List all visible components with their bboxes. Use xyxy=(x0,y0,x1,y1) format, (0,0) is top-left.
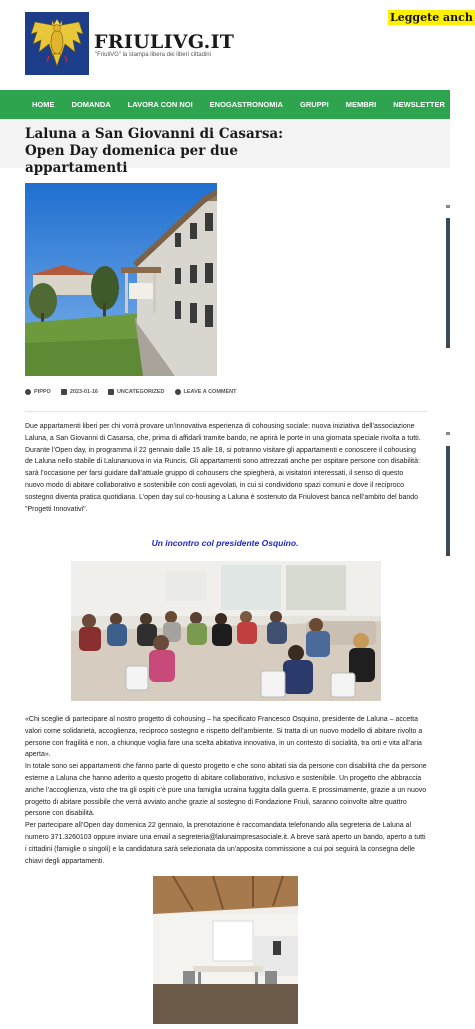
divider xyxy=(25,411,427,412)
eagle-crest-icon xyxy=(25,12,89,75)
article-paragraph-1: Due appartamenti liberi per chi vorrà provare un’innovativa esperienza di cohousing sociale: nuova iniziativa dell’associazione Laluna, a San Giovanni di Casarsa, che, prima di affidarli tramite bando, ne aprirà le porte in una giornata speciale rivolta a tutti. Durante l’Open day, in programma il 22 gennaio dalle 15 alle 18, si potranno visitare gli appartamenti e conoscere il cohousing de Laluna nello stabile di Lalunanuova in via Runcis. Gli appartamenti sono attrezzati anche per ospitare persone con disabilità: sarà l’occasione per farsi guidare dall’attuale gruppo di cohousers che spiegherà, ai visitatori interessati, il senso di questo nuovo modo di abitare collaborativo e sostenibile con costi agevolati, in cui si condividono spazi comuni e dove il reciproco sostegno diventa pratica quotidiana. L’open day sul co-housing a Laluna è sostenuto da Friulovest banca nell’ambito del bando "Progetti Innovativi". xyxy=(25,423,421,513)
post-meta xyxy=(25,389,237,395)
featured-image[interactable] xyxy=(25,183,217,376)
nav-item-home[interactable]: HOME xyxy=(32,100,55,109)
page-title: Laluna a San Giovanni di Casarsa: Open Day domenica per due appartamenti xyxy=(25,126,284,176)
main-nav xyxy=(0,90,468,119)
article-body-continued xyxy=(25,714,427,867)
nav-item-lavora-con-noi[interactable]: LAVORA CON NOI xyxy=(127,100,193,109)
leave-comment-link: LEAVE A COMMENT xyxy=(183,389,237,395)
sidebar-widget-image[interactable] xyxy=(446,218,450,348)
comment-meta[interactable] xyxy=(175,389,237,395)
top-banner[interactable]: Leggete anch xyxy=(390,11,473,24)
date-meta[interactable] xyxy=(61,389,98,395)
sidebar-marker xyxy=(446,205,450,208)
sidebar-widget-image[interactable] xyxy=(446,446,450,556)
sidebar-marker xyxy=(446,432,450,435)
nav-item-membri[interactable]: MEMBRI xyxy=(345,100,377,109)
meeting-photo[interactable] xyxy=(71,561,381,701)
article-paragraph-3: In totale sono sei appartamenti che fanno parte di questo progetto e che sono abitati sia da persone con disabilità che da persone esterne a Laluna che hanno aderito a questo progetto di abitare collaborativo, inclusivo e sostenibile. Un progetto che abbraccia anche l’accoglienza, visto che tra gli ospiti c’è pure una famiglia ucraina fuggita dalla guerra. E prossimamente, grazie a un nuovo progetto di abitare possibile che verrà avviato anche grazie al sostegno di Fondazione Friuli, saranno coinvolte altre quattro persone con disabilità. xyxy=(25,763,427,818)
calendar-icon xyxy=(61,389,67,395)
site-name[interactable]: FRIULIVG.IT xyxy=(94,31,235,53)
meeting-photo-image xyxy=(71,561,381,701)
nav-item-enogastronomia[interactable]: ENOGASTRONOMIA xyxy=(209,100,284,109)
comment-icon xyxy=(175,389,181,395)
building-photo xyxy=(25,183,217,376)
post-date: 2023-01-16 xyxy=(69,389,98,395)
site-tagline: "FriuliVG" la stampa libera dei liberi cittadini xyxy=(95,52,211,58)
title-bar xyxy=(0,119,450,176)
author-meta[interactable] xyxy=(25,389,51,395)
tag-icon xyxy=(108,389,114,395)
nav-item-domanda[interactable]: DOMANDA xyxy=(71,100,111,109)
nav-item-more[interactable]: A xyxy=(461,100,468,109)
user-icon xyxy=(25,389,31,395)
category-meta[interactable] xyxy=(108,389,165,395)
article-paragraph-4: Per partecipare all’Open day domenica 22 gennaio, la prenotazione è raccomandata telefonando alla segreteria de Laluna al numero 371.3260103 oppure inviare una email a segreteria@lalunaimpresasociale.it. A breve sarà aperto un bando, aperto a tutti i cittadini (famiglie o singoli) e la candidatura sarà selezionata da un’apposita commissione a cui poi seguirà la consegna delle chiavi degli appartamenti. xyxy=(25,822,426,865)
nav-item-gruppi[interactable]: GRUPPI xyxy=(300,100,329,109)
nav-item-newsletter[interactable]: NEWSLETTER xyxy=(393,100,445,109)
site-header xyxy=(0,0,473,90)
article-paragraph-2: «Chi sceglie di partecipare al nostro progetto di cohousing – ha specificato Francesco Osquino, presidente de Laluna – accetta valori come solidarietà, accoglienza, reciproco sostegno e rispetto dell’ambiente. Si tratta di un nuovo modello di abitare rivolto a persone con fragilità e non, a chiunque voglia fare una scelta abitativa innovativa, in un contesto di socialità, tra orti e vita all’aria aperta». xyxy=(25,716,423,759)
author-name: PIPPO xyxy=(34,389,51,395)
interior-photo-image xyxy=(153,876,298,1024)
site-logo[interactable] xyxy=(25,12,89,75)
post-category: UNCATEGORIZED xyxy=(116,389,165,395)
section-heading: Un incontro col presidente Osquino. xyxy=(151,538,299,548)
interior-photo[interactable] xyxy=(153,876,298,1024)
